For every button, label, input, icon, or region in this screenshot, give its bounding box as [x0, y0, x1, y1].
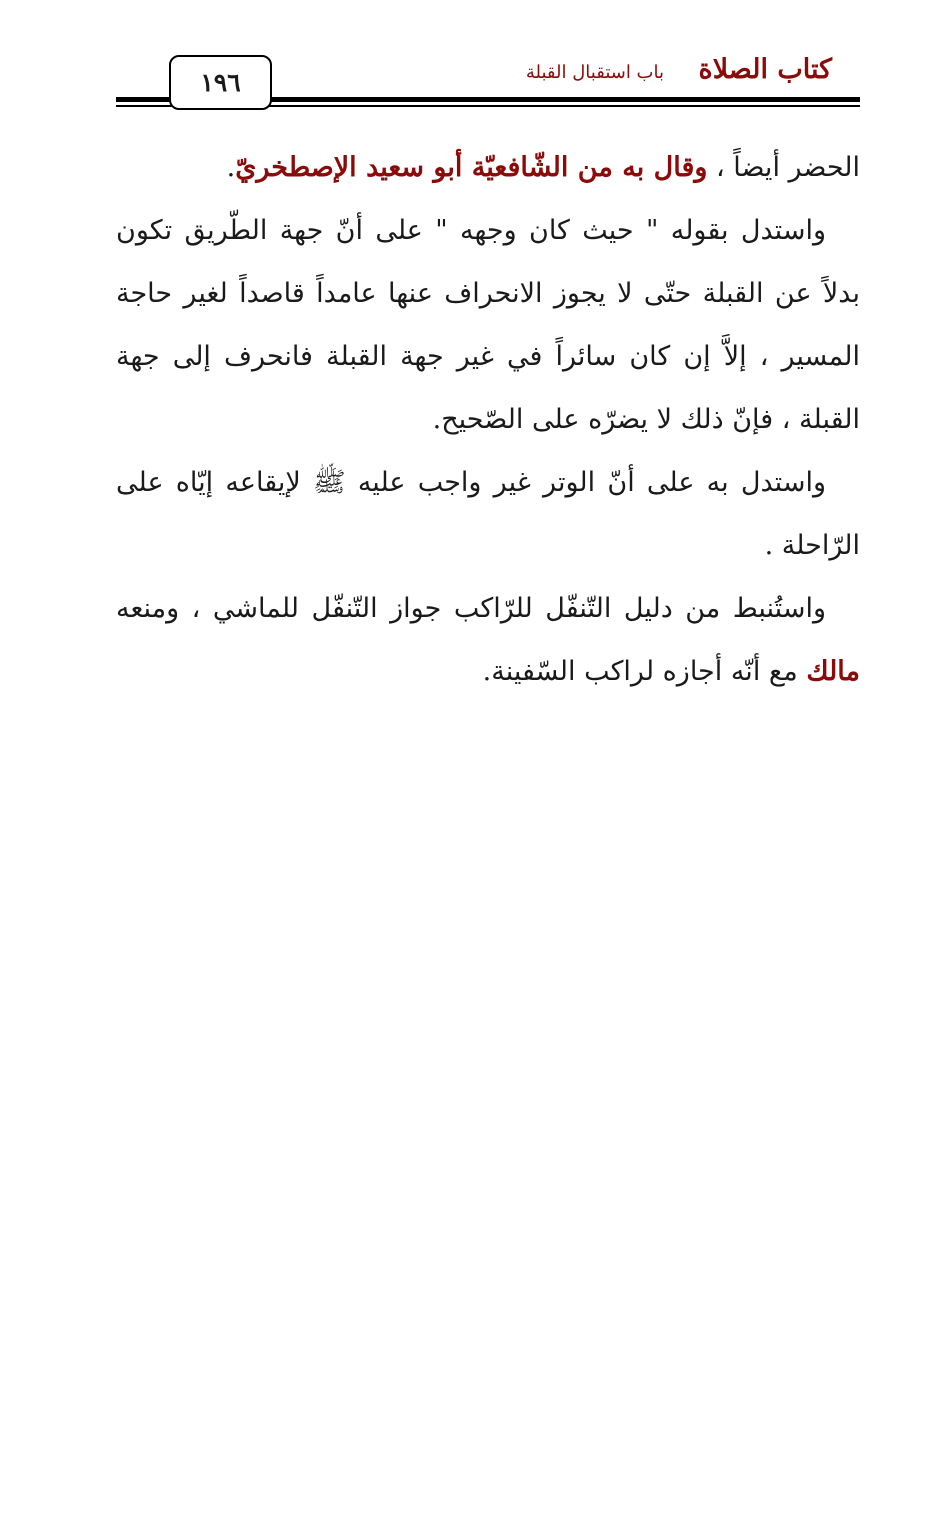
page-number: ١٩٦ — [169, 55, 272, 110]
paragraph-2: واستدل بقوله " حيث كان وجهه " على أنّ جهة الطّريق تكون بدلاً عن القبلة حتّى لا يجوز الانحراف عنها عامداً قاصداً لغير حاجة المسير ، إلاَّ إن كان سائراً في غير جهة القبلة فانحرف إلى جهة القبلة ، فإنّ ذلك لا يضرّه على الصّحيح. — [116, 215, 860, 435]
paragraph-1-end: . — [226, 152, 236, 183]
highlight-malik: مالك — [806, 656, 860, 687]
paragraph-3: واستدل به على أنّ الوتر غير واجب عليه ﷺ لإيقاعه إيّاه على الرّاحلة . — [116, 467, 860, 561]
paragraph-4 — [116, 577, 860, 703]
paragraph-1 — [116, 136, 860, 199]
paragraph-4-end: مع أنّه أجازه لراكب السّفينة. — [482, 656, 807, 687]
book-title: كتاب الصلاة — [698, 54, 832, 85]
page-header — [116, 50, 860, 120]
chapter-title: باب استقبال القبلة — [525, 62, 664, 83]
paragraph-1-start: الحضر أيضاً ، — [707, 152, 860, 183]
highlight-istakhri: وقال به من الشّافعيّة أبو سعيد الإصطخريّ — [235, 152, 708, 183]
paragraph-4-start: واستُنبط من دليل التّنفّل للرّاكب جواز التّنفّل للماشي ، ومنعه — [116, 593, 826, 624]
page-body — [116, 136, 860, 703]
